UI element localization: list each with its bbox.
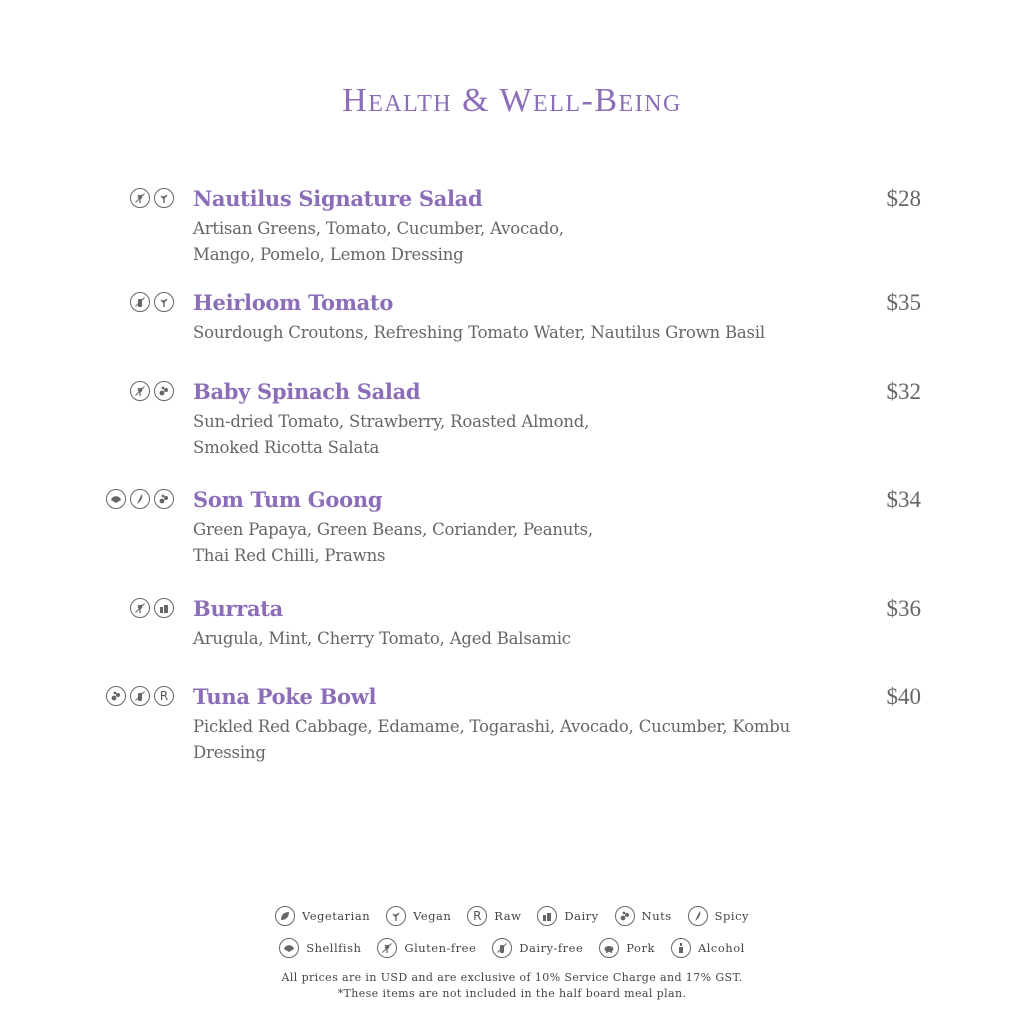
dietary-icons [130, 188, 174, 208]
vegan-icon [154, 188, 174, 208]
shellfish-icon [279, 938, 299, 958]
legend-item [279, 938, 361, 958]
item-name: Heirloom Tomato [193, 290, 394, 315]
legend-item [377, 938, 476, 958]
legend-item [467, 906, 521, 926]
legend-label: Spicy [714, 909, 750, 923]
item-description: Pickled Red Cabbage, Edamame, Togarashi, Avocado, Cucumber, Kombu Dressing [193, 717, 791, 762]
dietary-icons [106, 686, 174, 706]
nuts-icon [154, 381, 174, 401]
gluten-free-icon [130, 381, 150, 401]
legend-label: Vegetarian [301, 909, 371, 923]
dairy-icon [537, 906, 557, 926]
item-price: $34 [886, 487, 921, 512]
item-price: $40 [886, 684, 921, 709]
legend-row-2 [0, 938, 1024, 958]
legend-item [615, 906, 672, 926]
spicy-icon [688, 906, 708, 926]
dairy-free-icon [130, 292, 150, 312]
item-description: Sourdough Croutons, Refreshing Tomato Water, Nautilus Grown Basil [193, 323, 765, 342]
spicy-icon [130, 489, 150, 509]
gluten-free-icon [130, 598, 150, 618]
legend-label: Raw [494, 909, 522, 923]
gluten-free-icon [377, 938, 397, 958]
dietary-icons [106, 489, 174, 509]
item-description: Artisan Greens, Tomato, Cucumber, Avocado, Mango, Pomelo, Lemon Dressing [193, 219, 564, 264]
shellfish-icon [106, 489, 126, 509]
legend-label: Dairy [564, 909, 599, 923]
item-description: Arugula, Mint, Cherry Tomato, Aged Balsamic [193, 629, 571, 648]
nuts-icon [106, 686, 126, 706]
alcohol-icon [671, 938, 691, 958]
legend-item [492, 938, 583, 958]
dairy-free-icon [130, 686, 150, 706]
legend-row-1 [0, 906, 1024, 926]
nuts-icon [615, 906, 635, 926]
dietary-icons [130, 598, 174, 618]
legend-label: Dairy-free [519, 941, 584, 955]
legend-item [688, 906, 749, 926]
nuts-icon [154, 489, 174, 509]
legend-label: Pork [626, 941, 655, 955]
footnote-meal-plan: *These items are not included in the half board meal plan. [337, 987, 687, 1000]
legend-item [671, 938, 745, 958]
item-description: Sun-dried Tomato, Strawberry, Roasted Almond, Smoked Ricotta Salata [193, 412, 590, 457]
item-name: Burrata [193, 596, 283, 621]
page-title: Health & Well-Being [342, 82, 682, 119]
vegan-icon [154, 292, 174, 312]
legend-label: Nuts [641, 909, 672, 923]
raw-icon: R [154, 686, 174, 706]
raw-icon: R [467, 906, 487, 926]
footnote-prices: All prices are in USD and are exclusive of 10% Service Charge and 17% GST. [281, 971, 743, 984]
dairy-icon [154, 598, 174, 618]
pork-icon [599, 938, 619, 958]
legend-label: Gluten-free [404, 941, 477, 955]
legend-label: Alcohol [697, 941, 745, 955]
item-price: $28 [886, 186, 921, 211]
item-name: Nautilus Signature Salad [193, 186, 483, 211]
item-name: Tuna Poke Bowl [193, 684, 377, 709]
gluten-free-icon [130, 188, 150, 208]
item-price: $35 [886, 290, 921, 315]
item-price: $36 [886, 596, 921, 621]
legend-item [537, 906, 598, 926]
legend-label: Vegan [413, 909, 452, 923]
dietary-icons [130, 292, 174, 312]
item-price: $32 [886, 379, 921, 404]
vegan-icon [386, 906, 406, 926]
vegetarian-icon [275, 906, 295, 926]
item-name: Baby Spinach Salad [193, 379, 421, 404]
legend-item [599, 938, 655, 958]
legend-label: Shellfish [306, 941, 362, 955]
legend-item [386, 906, 451, 926]
item-description: Green Papaya, Green Beans, Coriander, Peanuts, Thai Red Chilli, Prawns [193, 520, 593, 565]
legend-item [275, 906, 370, 926]
dairy-free-icon [492, 938, 512, 958]
dietary-icons [130, 381, 174, 401]
item-name: Som Tum Goong [193, 487, 383, 512]
